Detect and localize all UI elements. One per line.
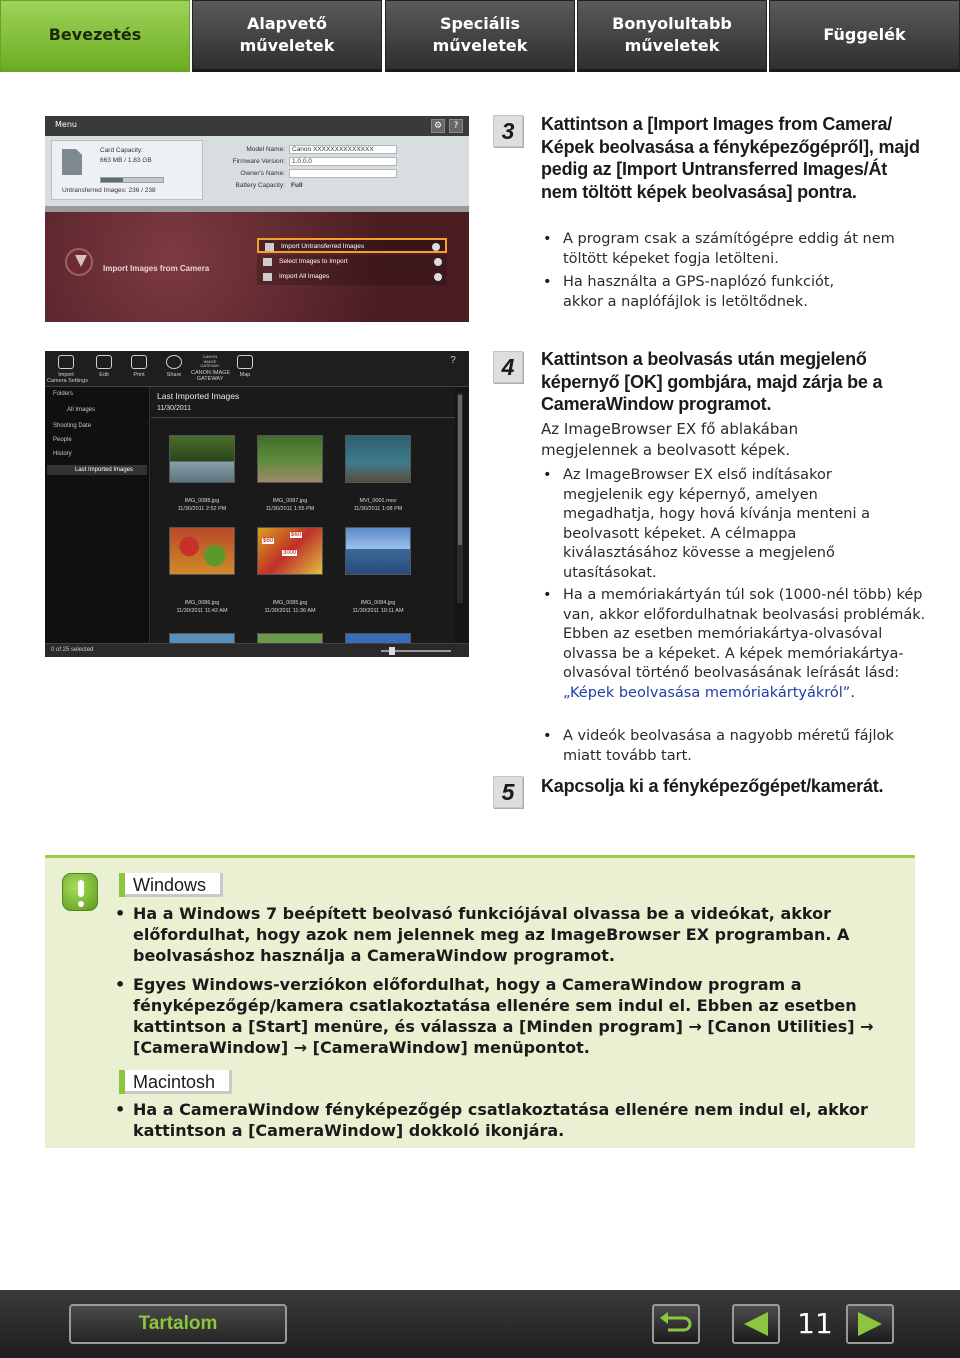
battery-label: Battery Capacity: [235, 182, 285, 189]
top-navigation [0, 0, 960, 74]
thumbnail-caption [336, 497, 420, 513]
arrow-right-icon [432, 243, 440, 251]
globe-icon [166, 355, 182, 369]
bullet-text: Ha a memóriakártyán túl sok (1000-nél több) kép van, akkor előfordulhatnak beolvasási problémák. Ebben az esetben memóriakártya-olvasóval olvassa be a képeket. [563, 587, 926, 662]
tab-alapveto-muveletek[interactable]: Alapvető műveletek [192, 0, 382, 72]
camerawindow-menu-screenshot [45, 116, 469, 322]
card-capacity-label: Card Capacity: [100, 147, 143, 154]
thumbnail-caption [160, 599, 244, 615]
image-grid-panel [151, 387, 455, 643]
macintosh-note-1: • Ha a CameraWindow fényképezőgép csatlakoztatása ellenére nem indul el, akkor kattintson a [CameraWindow] dokkoló ikonjára. [113, 1099, 903, 1141]
battery-value: Full [291, 182, 303, 189]
table-of-contents-button[interactable]: Tartalom [69, 1304, 287, 1344]
memory-card-icon [62, 149, 82, 175]
arrow-right-icon [434, 273, 442, 281]
step-4-paragraph: Az ImageBrowser EX fő ablakában megjelennek a beolvasott képek. [541, 420, 799, 459]
step-number-5: 5 [493, 776, 523, 808]
thumbnail-mvi-0001[interactable] [345, 435, 411, 483]
tab-specialis-muveletek[interactable]: Speciális műveletek [385, 0, 575, 72]
step-4-bullet-2 [541, 586, 926, 704]
canon-gateway-tool[interactable] [191, 355, 229, 382]
model-name-label: Model Name: [246, 146, 285, 153]
file-name: IMG_0084.jpg [360, 600, 396, 606]
file-name: IMG_0086.jpg [184, 600, 220, 606]
grid-title: Last Imported Images [157, 391, 240, 401]
triangle-left-icon [734, 1306, 778, 1342]
tool-label: Map [239, 372, 251, 378]
thumbnail-img-0084[interactable] [345, 527, 411, 575]
warning-note-box [45, 855, 915, 1148]
thumbnail-img-0088[interactable] [169, 435, 235, 483]
step-number-4: 4 [493, 351, 523, 383]
thumbnail-caption [336, 599, 420, 615]
step-3-bullet-2: • Ha használta a GPS-naplózó funkciót, akkor a naplófájlok is letöltődnek. [541, 273, 861, 312]
file-date: 11/30/2011 11:42 AM [176, 608, 228, 614]
camera-info-panel [45, 136, 469, 206]
model-name-value: Canon XXXXXXXXXXXXXX [292, 146, 374, 153]
tab-fuggelek[interactable]: Függelék [769, 0, 960, 72]
thumbnail-img-0085[interactable] [257, 527, 323, 575]
step-4-bullet-3: • A videók beolvasása a nagyobb méretű fájlok miatt tovább tart. [541, 727, 901, 766]
tool-label: Edit [99, 372, 109, 378]
tool-label: Share [166, 372, 182, 378]
file-name: IMG_0088.jpg [184, 498, 220, 504]
edit-icon [96, 355, 112, 369]
bullet-text: A képek memóriakártya-olvasóval történő beolvasásának leírását lásd: [563, 645, 904, 682]
canon-image-gateway-logo: CANON IMAGE GATEWAY [200, 354, 220, 368]
file-date: 11/30/2011 1:08 PM [353, 506, 403, 512]
sidebar [45, 387, 150, 643]
next-page-button[interactable] [846, 1304, 894, 1344]
thumbnail-img-0087[interactable] [257, 435, 323, 483]
thumbnail-caption [248, 599, 332, 615]
step-3-title: Kattintson a [Import Images from Camera/ Képek beolvasása a fényképezőgépről], majd pedig az [Import Untransferred Images/Át nem töltött képek beolvasása] pontra. [541, 114, 920, 202]
status-bar [45, 643, 469, 657]
divider [151, 417, 455, 418]
exclamation-icon [62, 873, 98, 911]
grid-date: 11/30/2011 [157, 405, 191, 412]
price-tag: $60 [263, 538, 274, 544]
model-name-field [289, 145, 397, 154]
file-date: 11/30/2011 10:11 AM [352, 608, 404, 614]
link-kepek-beolvasasa[interactable]: „Képek beolvasása memóriakártyákról” [563, 684, 851, 701]
thumbnail-partial[interactable] [257, 633, 323, 643]
option-label: Import All Images [279, 273, 330, 280]
sidebar-item-folders[interactable]: Folders [53, 391, 74, 397]
return-arrow-icon [654, 1306, 698, 1342]
help-icon[interactable]: ? [450, 355, 456, 366]
import-heading: Import Images from Camera [103, 264, 210, 273]
share-tool[interactable] [155, 355, 193, 378]
tool-label: CANON IMAGE GATEWAY [191, 370, 231, 382]
owner-label: Owner's Name: [240, 170, 285, 177]
map-icon [237, 355, 253, 369]
file-date: 11/30/2011 2:52 PM [177, 506, 227, 512]
file-name: IMG_0087.jpg [272, 498, 308, 504]
camera-icon [58, 355, 74, 369]
sidebar-item-all-images[interactable]: All Images [67, 407, 96, 413]
thumbnail-partial[interactable] [345, 633, 411, 643]
printer-icon [131, 355, 147, 369]
step-number-3: 3 [493, 115, 523, 147]
thumbnail-partial[interactable] [169, 633, 235, 643]
card-capacity-fill [101, 178, 123, 182]
select-images-option[interactable] [257, 255, 447, 270]
tab-bonyolultabb-muveletek[interactable]: Bonyolultabb műveletek [577, 0, 767, 72]
macintosh-label: Macintosh [119, 1070, 232, 1094]
help-icon: ? [449, 119, 463, 133]
footer-bar [0, 1290, 960, 1358]
windows-note-2: • Egyes Windows-verziókon előfordulhat, hogy a CameraWindow program a fényképezőgép/kamera csatlakoztatása ellenére sem indul el. Ebben az esetben kattintson a [Start] menüre, és válassza a [Minden program] → [Canon Utilities] → [CameraWindow] → [CameraWindow] menüpontot. [113, 974, 903, 1058]
step-3-bullet-1: • A program csak a számítógépre eddig át nem töltött képeket fogja letölteni. [541, 230, 921, 269]
zoom-slider[interactable] [381, 650, 451, 652]
print-tool[interactable] [120, 355, 158, 378]
firmware-label: Firmware Version: [232, 158, 285, 165]
toolbar [45, 351, 469, 387]
sidebar-item-shooting-date[interactable]: Shooting Date [53, 423, 92, 429]
scrollbar[interactable] [457, 393, 463, 603]
thumbnail-caption [160, 497, 244, 513]
file-name: IMG_0085.jpg [272, 600, 308, 606]
grid-icon [263, 273, 272, 281]
sidebar-item-people[interactable]: People [53, 437, 72, 443]
selection-count: 0 of 25 selected [51, 647, 94, 653]
previous-page-button[interactable] [732, 1304, 780, 1344]
import-tool[interactable] [47, 355, 88, 384]
sidebar-item-last-imported[interactable]: Last Imported Images [47, 465, 147, 475]
map-tool[interactable] [226, 355, 264, 378]
back-button[interactable] [652, 1304, 700, 1344]
option-label: Select Images to Import [279, 258, 348, 265]
scroll-thumb[interactable] [458, 395, 462, 545]
price-tag: 3000 [283, 550, 297, 556]
import-panel [45, 206, 469, 322]
price-tag: $60 [291, 532, 302, 538]
download-icon [65, 248, 93, 276]
step-5-title: Kapcsolja ki a fényképezőgépet/kamerát. [541, 776, 884, 796]
sidebar-item-history[interactable]: History [53, 451, 72, 457]
file-name: MVI_0001.mov [359, 498, 397, 504]
arrow-right-icon [434, 258, 442, 266]
option-label: Import Untransferred Images [281, 243, 365, 250]
file-date: 11/30/2011 1:55 PM [265, 506, 315, 512]
page-number: 11 [797, 1307, 833, 1340]
file-date: 11/30/2011 11:36 AM [264, 608, 316, 614]
settings-icon: ⚙ [431, 119, 445, 133]
thumbnail-caption [248, 497, 332, 513]
zoom-slider-handle[interactable] [389, 647, 395, 655]
menu-bar [45, 116, 469, 136]
tab-bevezetes[interactable]: Bevezetés [0, 0, 190, 72]
step-4-title: Kattintson a beolvasás után megjelenő képernyő [OK] gombjára, majd zárja be a CameraWindow programot. [541, 349, 883, 414]
import-all-option[interactable] [257, 270, 447, 285]
windows-note-1: • Ha a Windows 7 beépített beolvasó funkciójával olvassa be a videókat, akkor előfordulhat, hogy azok nem jelennek meg az ImageBrowser EX programban. A beolvasáshoz használja a CameraWindow programot. [113, 903, 903, 966]
thumbnail-img-0086[interactable] [169, 527, 235, 575]
select-icon [263, 258, 272, 266]
import-untransferred-option[interactable] [257, 238, 447, 253]
menu-label: Menu [55, 120, 77, 129]
owner-field [289, 169, 397, 178]
firmware-field [289, 157, 397, 166]
card-capacity-box [51, 140, 203, 200]
bullet-text: . [850, 684, 855, 701]
untransferred-count: Untransferred Images: 236 / 238 [62, 187, 156, 194]
triangle-right-icon [848, 1306, 892, 1342]
step-4-bullet-1: • Az ImageBrowser EX első indításakor megjelenik egy képernyő, amelyen megadhatja, hogy hová kívánja menteni a beolvasott képeket. A célmappa kiválasztásához kövesse a megjelenő utasításokat. [541, 466, 891, 584]
firmware-value: 1.0.0.0 [292, 158, 312, 165]
card-capacity-bar [100, 177, 164, 183]
tool-label: Print [133, 372, 145, 378]
tool-label: Import Camera Settings [47, 372, 88, 384]
imagebrowser-screenshot [45, 351, 469, 657]
edit-tool[interactable] [85, 355, 123, 378]
windows-label: Windows [119, 873, 223, 897]
import-icon [265, 243, 274, 251]
card-capacity-value: 663 MB / 1.83 GB [100, 157, 152, 164]
